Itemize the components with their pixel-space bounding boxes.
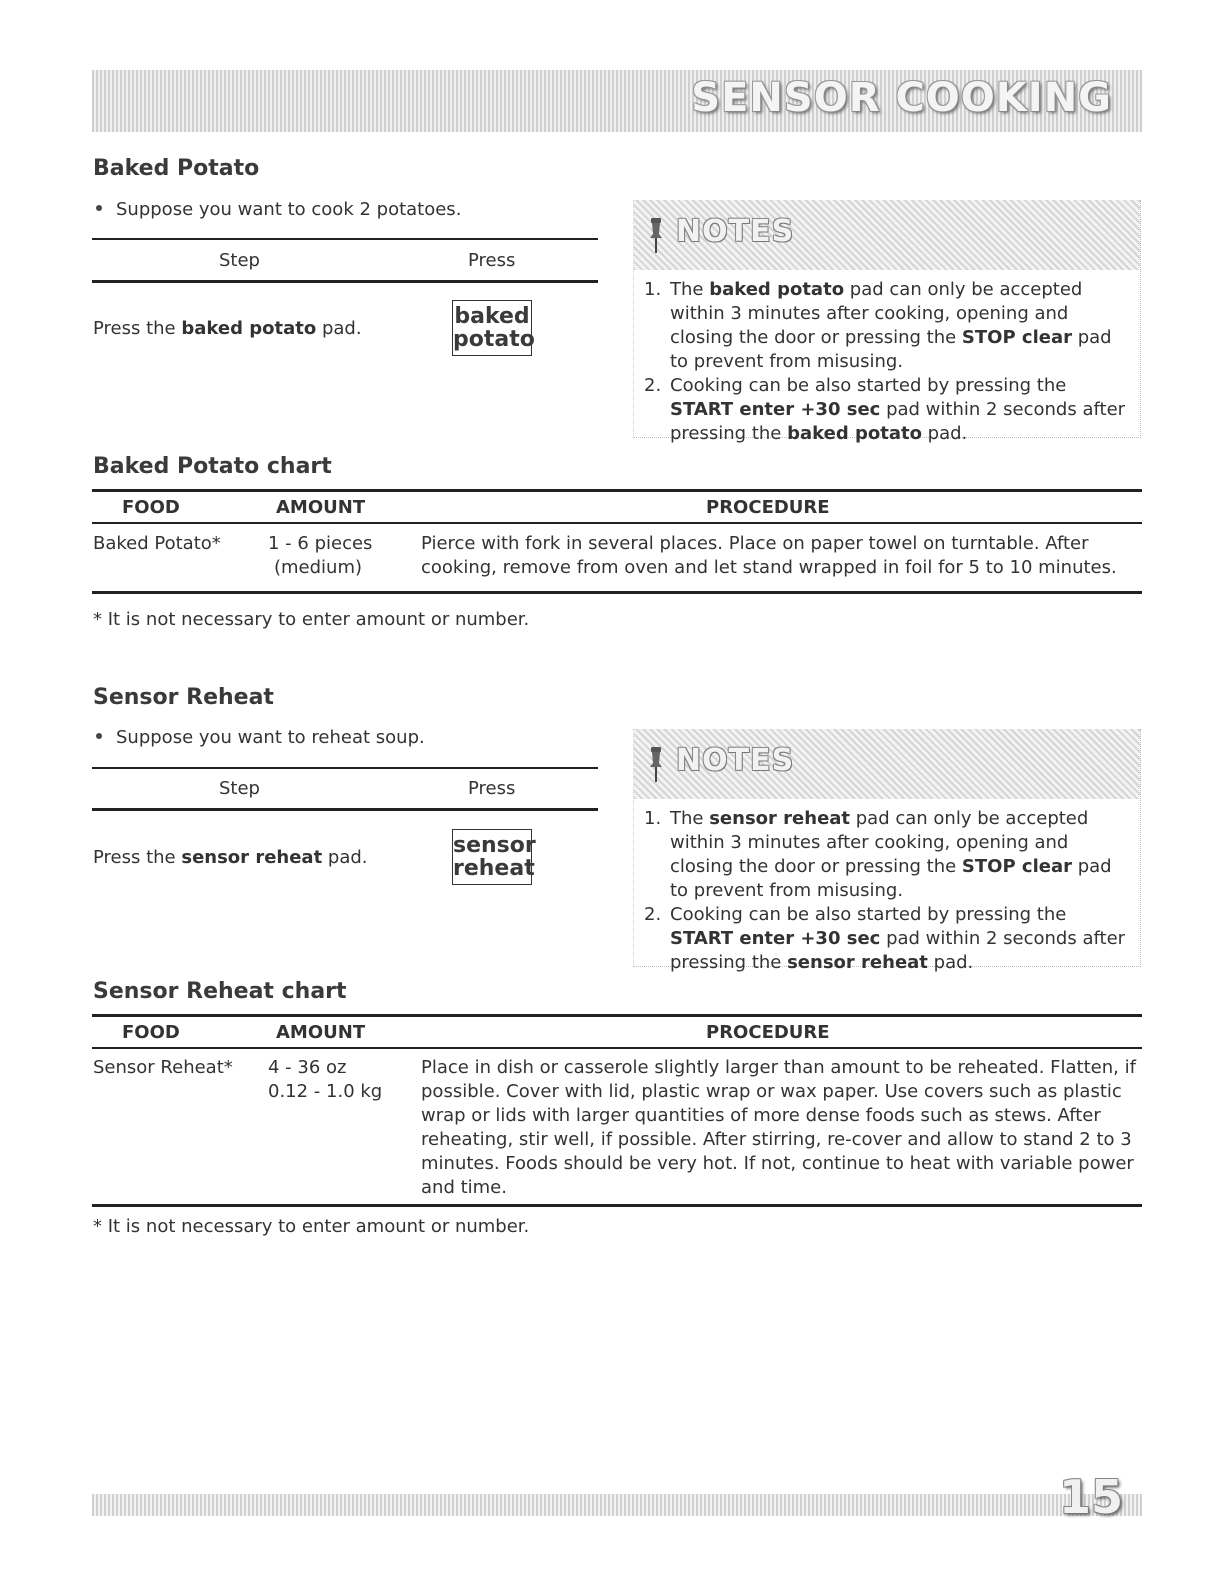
chart-col-food: FOOD [122, 497, 180, 518]
note-item: 2. Cooking can be also started by pressing the START enter +30 sec pad within 2 seconds after pressing the sensor reheat pad. [644, 904, 1126, 973]
notes-header [634, 200, 1140, 270]
note-item: 1. The baked potato pad can only be accepted within 3 minutes after cooking, opening and closing the door or pressing the STOP clear pad to prevent from misusing. [644, 279, 1112, 372]
step-table-top-rule [92, 767, 598, 769]
sensor-reheat-bullet: Suppose you want to reheat soup. [96, 727, 425, 748]
chart-col-procedure: PROCEDURE [706, 1022, 830, 1043]
step-table-header-rule [92, 808, 598, 811]
chart-amount-cell: 1 - 6 pieces (medium) [268, 533, 373, 578]
chart-bottom-rule [92, 1204, 1142, 1207]
bullet-icon [96, 733, 102, 739]
footer-bar [92, 1494, 1142, 1516]
baked-potato-step-text: Press the baked potato pad. [93, 318, 362, 339]
chart-food-cell: Baked Potato* [93, 533, 221, 554]
sensor-reheat-step-text: Press the sensor reheat pad. [93, 847, 368, 868]
chart-col-food: FOOD [122, 1022, 180, 1043]
sensor-reheat-chart-heading: Sensor Reheat chart [93, 979, 347, 1004]
page-number: 15 [1058, 1470, 1123, 1524]
chart-col-procedure: PROCEDURE [706, 497, 830, 518]
section-banner [92, 70, 1142, 132]
chart-top-rule [92, 1014, 1142, 1017]
sensor-reheat-notes [633, 729, 1141, 973]
baked-potato-pad: baked potato [452, 300, 532, 356]
pushpin-icon [648, 745, 664, 783]
press-column-header: Press [468, 250, 516, 271]
chart-procedure-cell: Pierce with fork in several places. Place on paper towel on turntable. After cooking, remove from oven and let stand wrapped in foil for 5 to 10 minutes. [421, 533, 1117, 578]
baked-potato-bullet: Suppose you want to cook 2 potatoes. [96, 199, 461, 220]
chart-col-amount: AMOUNT [276, 497, 366, 518]
step-table-header-rule [92, 280, 598, 283]
sensor-reheat-heading: Sensor Reheat [93, 685, 274, 710]
chart-procedure-cell: Place in dish or casserole slightly larger than amount to be reheated. Flatten, if possible. Cover with lid, plastic wrap or wax paper. Use covers such as plastic wrap or lids with larger quantities of more dense foods such as stews. After reheating, stir well, if possible. After stirring, re-cover and allow to stand 2 to 3 minutes. Foods should be very hot. If not, continue to heat with variable power and time. [421, 1057, 1136, 1198]
press-column-header: Press [468, 778, 516, 799]
chart-header-rule [92, 522, 1142, 524]
notes-title: NOTES [676, 743, 795, 778]
note-item: 2. Cooking can be also started by pressing the START enter +30 sec pad within 2 seconds after pressing the baked potato pad. [644, 375, 1126, 444]
chart-col-amount: AMOUNT [276, 1022, 366, 1043]
banner-title: SENSOR COOKING [691, 75, 1112, 121]
baked-potato-heading: Baked Potato [93, 156, 260, 181]
chart-footnote: * It is not necessary to enter amount or number. [93, 609, 530, 630]
baked-potato-chart-heading: Baked Potato chart [93, 454, 332, 479]
step-column-header: Step [219, 250, 260, 271]
chart-header-rule [92, 1047, 1142, 1049]
chart-top-rule [92, 489, 1142, 492]
chart-bottom-rule [92, 591, 1142, 594]
notes-title: NOTES [676, 214, 795, 249]
chart-food-cell: Sensor Reheat* [93, 1057, 233, 1078]
step-table-top-rule [92, 238, 598, 240]
chart-footnote: * It is not necessary to enter amount or number. [93, 1216, 530, 1237]
sensor-reheat-pad: sensor reheat [452, 829, 532, 885]
baked-potato-notes [633, 200, 1141, 444]
note-item: 1. The sensor reheat pad can only be accepted within 3 minutes after cooking, opening and closing the door or pressing the STOP clear pad to prevent from misusing. [644, 808, 1112, 901]
step-column-header: Step [219, 778, 260, 799]
chart-amount-cell: 4 - 36 oz 0.12 - 1.0 kg [268, 1057, 383, 1102]
notes-header [634, 729, 1140, 799]
bullet-icon [96, 205, 102, 211]
pushpin-icon [648, 216, 664, 254]
